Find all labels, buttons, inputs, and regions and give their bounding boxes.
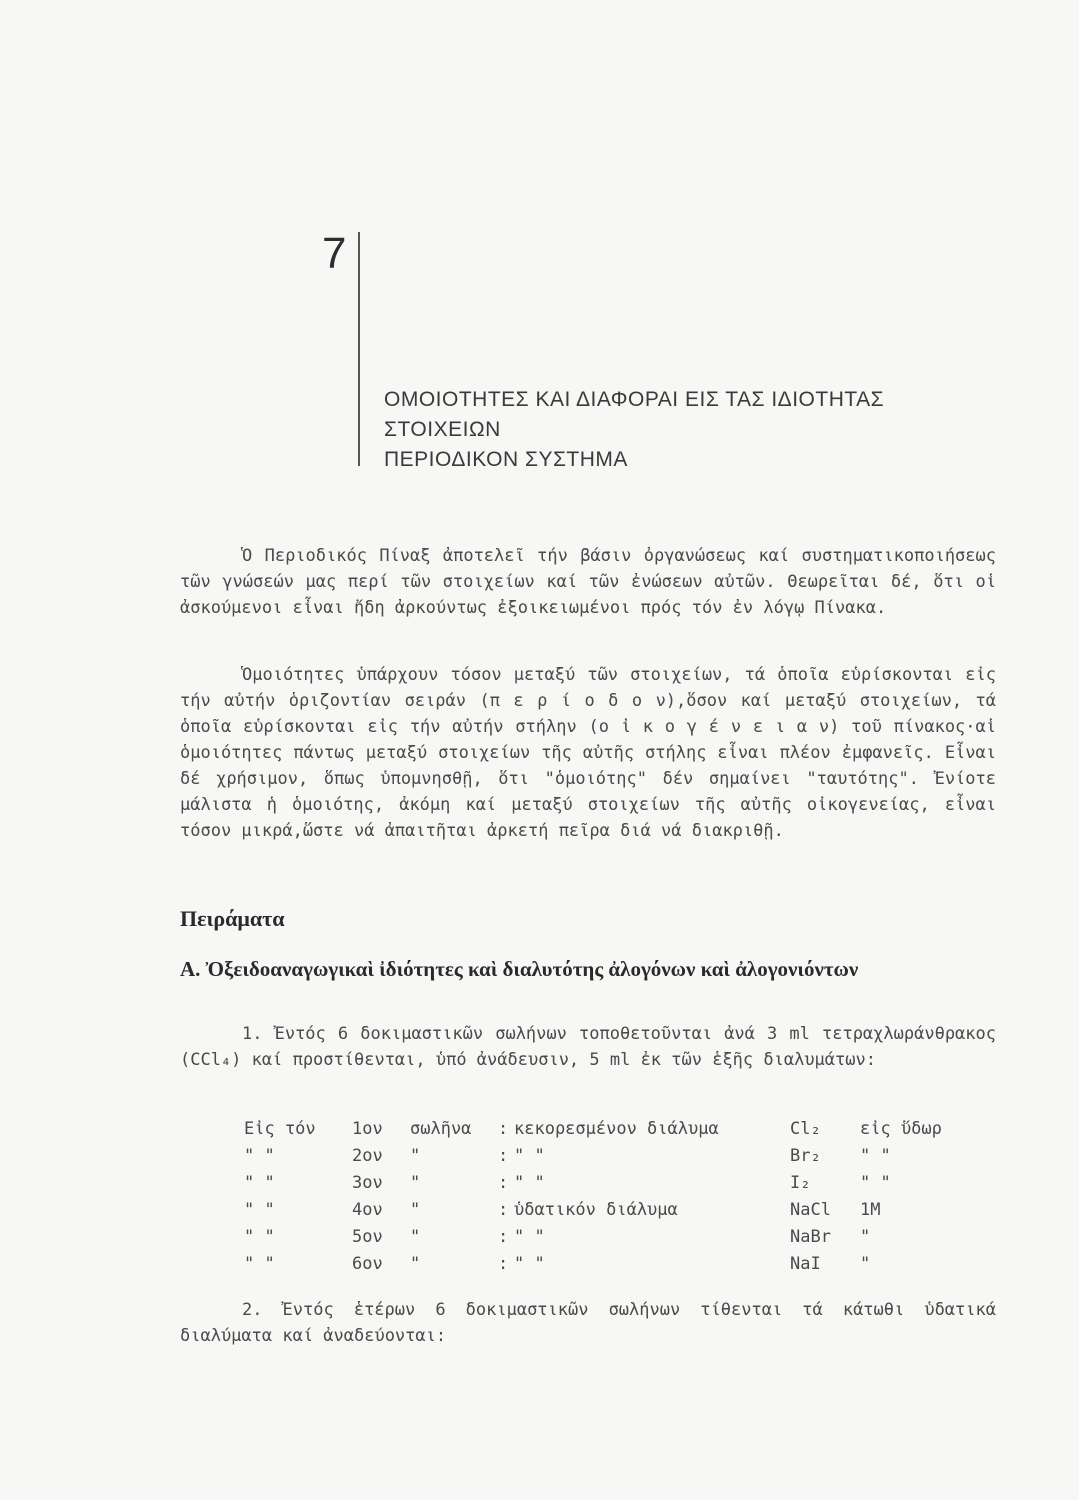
tube-word: " xyxy=(410,1172,421,1193)
chapter-title-line-1: ΟΜΟΙΟΤΗΤΕΣ ΚΑΙ ΔΙΑΦΟΡΑΙ ΕΙΣ ΤΑΣ ΙΔΙΟΤΗΤΑΣ xyxy=(384,388,885,411)
chapter-number: 7 xyxy=(322,229,347,278)
step-1-paragraph: 1. Ἐντός 6 δοκιμαστικῶν σωλήνων τοποθετοῦνται ἀνά 3 ml τετραχλωράνθρακος (CCl₄) καί προστίθενται, ὑπό ἀνάδευσιν, 5 ml ἐκ τῶν ἑξῆς διαλυμάτων: xyxy=(180,1024,996,1070)
step-2-paragraph: 2. Ἐντός ἑτέρων 6 δοκιμαστικῶν σωλήνων τίθενται τά κάτωθι ὑδατικά διαλύματα καί ἀναδεύονται: xyxy=(180,1300,996,1346)
tube-row xyxy=(244,1169,942,1196)
tube-description: " " xyxy=(514,1253,545,1274)
tube-ordinal: 6ον xyxy=(352,1253,383,1274)
tube-formula: NaCl xyxy=(790,1199,831,1220)
tube-description: " " xyxy=(514,1172,545,1193)
chapter-title-line-2: ΣΤΟΙΧΕΙΩΝ xyxy=(384,418,501,441)
tube-prefix: " " xyxy=(244,1199,275,1220)
tube-formula: Br₂ xyxy=(790,1145,821,1166)
tube-solvent: " xyxy=(860,1226,871,1247)
tube-description: " " xyxy=(514,1226,545,1247)
tube-prefix: " " xyxy=(244,1253,275,1274)
experiments-heading: Πειράματα xyxy=(180,906,285,931)
tube-word: " xyxy=(410,1145,421,1166)
chapter-title xyxy=(384,385,884,475)
tube-solvent: " xyxy=(860,1253,871,1274)
tube-ordinal: 2ον xyxy=(352,1145,383,1166)
tube-row xyxy=(244,1142,942,1169)
tube-ordinal: 5ον xyxy=(352,1226,383,1247)
tube-word: σωλῆνα xyxy=(410,1118,472,1139)
tube-row xyxy=(244,1250,942,1277)
tube-word: " xyxy=(410,1253,421,1274)
tube-solvent: " " xyxy=(860,1172,891,1193)
chapter-title-line-3: ΠΕΡΙΟΔΙΚΟΝ ΣΥΣΤΗΜΑ xyxy=(384,448,628,471)
tube-formula: NaI xyxy=(790,1253,821,1274)
tube-solvent: 1M xyxy=(860,1199,881,1220)
tube-list xyxy=(244,1115,942,1277)
tube-colon: : xyxy=(498,1253,509,1274)
chapter-divider xyxy=(358,232,360,466)
similarity-paragraph: Ὁμοιότητες ὑπάρχουν τόσον μεταξύ τῶν στοιχείων, τά ὁποῖα εὑρίσκονται εἰς τήν αὐτήν ὁριζοντίαν σειράν (π ε ρ ί ο δ ο ν),ὅσον καί μεταξύ στοιχείων, τά ὁποῖα εὑρίσκονται εἰς τήν αὐτήν στήλην (ο ἰ κ ο γ έ ν ε ι α ν) τοῦ πίνακος·αἱ ὁμοιότητες πάντως μεταξύ στοιχείων τῆς αὐτῆς στήλης εἶναι πλέον ἐμφανεῖς. Εἶναι δέ χρήσιμον, ὅπως ὑπομνησθῇ, ὅτι "ὁμοιότης" δέν σημαίνει "ταυτότης". Ἐνίοτε μάλιστα ἡ ὁμοιότης, ἀκόμη καί μεταξύ στοιχείων τῆς αὐτῆς οἰκογενείας, εἶναι τόσον μικρά,ὥστε νά ἀπαιτῆται ἀρκετή πεῖρα διά νά διακριθῇ. xyxy=(180,665,996,841)
tube-prefix: " " xyxy=(244,1226,275,1247)
tube-word: " xyxy=(410,1199,421,1220)
tube-colon: : xyxy=(498,1226,509,1247)
tube-ordinal: 4ον xyxy=(352,1199,383,1220)
tube-solvent: " " xyxy=(860,1145,891,1166)
section-a-heading: Α. Ὀξειδοαναγωγικαὶ ἰδιότητες καὶ διαλυτότης ἀλογόνων καὶ ἀλογονιόντων xyxy=(180,957,859,981)
tube-description: κεκορεσμένον διάλυμα xyxy=(514,1118,719,1139)
tube-colon: : xyxy=(498,1145,509,1166)
tube-ordinal: 1ον xyxy=(352,1118,383,1139)
tube-row xyxy=(244,1115,942,1142)
tube-solvent: εἰς ὕδωρ xyxy=(860,1118,942,1139)
tube-ordinal: 3ον xyxy=(352,1172,383,1193)
tube-colon: : xyxy=(498,1199,509,1220)
tube-formula: NaBr xyxy=(790,1226,831,1247)
tube-colon: : xyxy=(498,1118,509,1139)
tube-colon: : xyxy=(498,1172,509,1193)
tube-word: " xyxy=(410,1226,421,1247)
tube-description: ὑδατικόν διάλυμα xyxy=(514,1199,678,1220)
tube-prefix: Εἰς τόν xyxy=(244,1118,316,1139)
tube-formula: Cl₂ xyxy=(790,1118,821,1139)
tube-prefix: " " xyxy=(244,1145,275,1166)
tube-formula: I₂ xyxy=(790,1172,811,1193)
tube-prefix: " " xyxy=(244,1172,275,1193)
tube-row xyxy=(244,1223,942,1250)
tube-row xyxy=(244,1196,942,1223)
tube-description: " " xyxy=(514,1145,545,1166)
intro-paragraph: Ὁ Περιοδικός Πίναξ ἀποτελεῖ τήν βάσιν ὀργανώσεως καί συστηματικοποιήσεως τῶν γνώσεών μας περί τῶν στοιχείων καί τῶν ἐνώσεων αὐτῶν. Θεωρεῖται δέ, ὅτι οἱ ἀσκούμενοι εἶναι ἤδη ἀρκούντως ἐξοικειωμένοι πρός τόν ἐν λόγῳ Πίνακα. xyxy=(180,546,996,618)
